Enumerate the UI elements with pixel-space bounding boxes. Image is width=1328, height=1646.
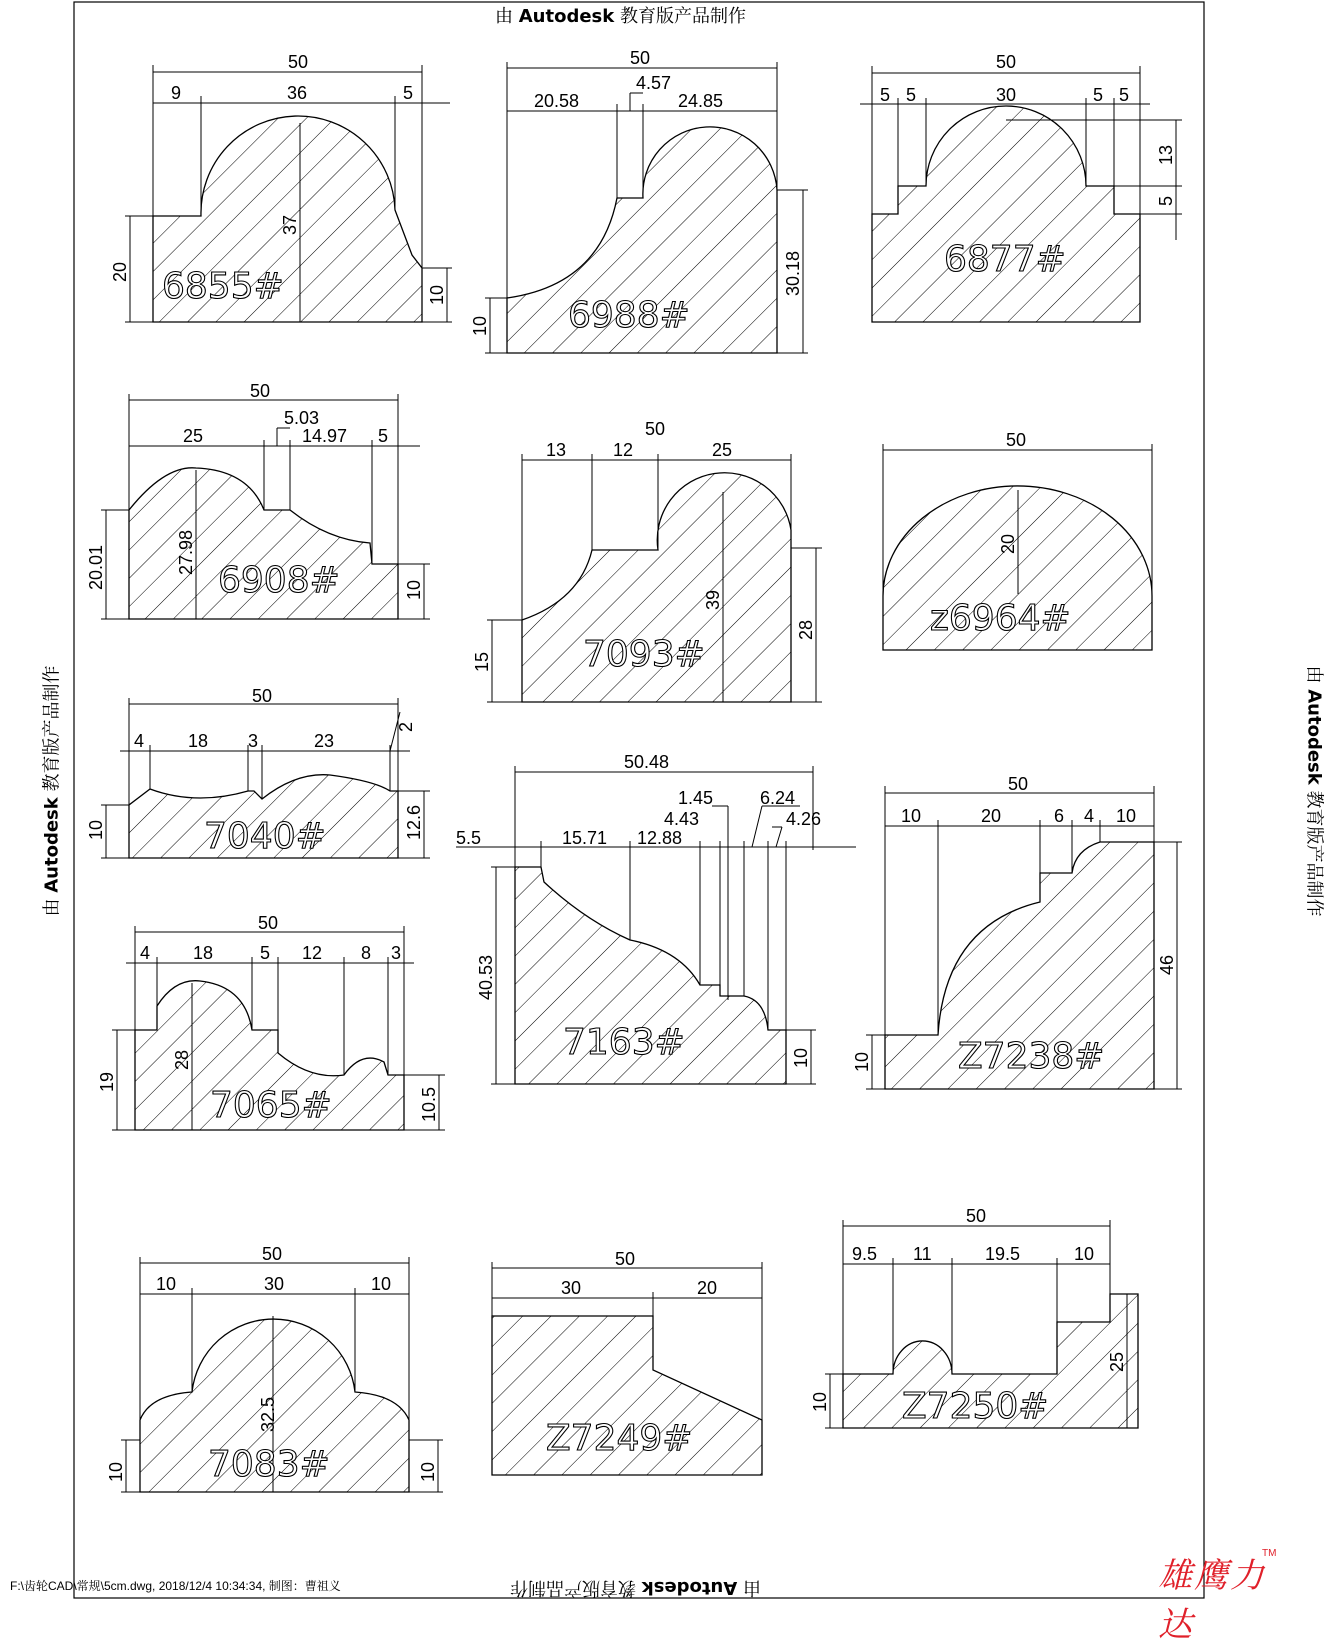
dim-text: 50 — [645, 419, 666, 439]
dim-text: 36 — [287, 83, 308, 103]
file-path-footer: F:\齿轮CAD\常规\5cm.dwg, 2018/12/4 10:34:34, 制图：曹祖义 — [10, 1579, 341, 1593]
dim-text: 2 — [396, 721, 416, 732]
profile-shape — [872, 106, 1140, 322]
profile-6908 — [86, 381, 430, 619]
dim-text: 5 — [880, 85, 891, 105]
dim-text: 50 — [996, 52, 1017, 72]
dim-text: 39 — [703, 589, 723, 610]
dim-text: 13 — [546, 440, 567, 460]
dim-text: 30 — [264, 1274, 285, 1294]
dim-text: 20 — [981, 806, 1002, 826]
dim-text: 12 — [613, 440, 634, 460]
dim-text: 5.5 — [456, 828, 482, 848]
dim-text: 50 — [252, 686, 273, 706]
dim-text: 1.45 — [678, 788, 714, 808]
dim-text: 10 — [810, 1391, 830, 1412]
dim-text: 3 — [248, 731, 259, 751]
dim-text: 50 — [262, 1244, 283, 1264]
profile-z6964 — [883, 430, 1152, 650]
dim-text: 20 — [998, 533, 1018, 554]
profile-label: 7040# — [204, 816, 326, 857]
dim-text: 5 — [906, 85, 917, 105]
dim-text: 28 — [796, 619, 816, 640]
dim-text: 8 — [361, 943, 372, 963]
dim-text: 19 — [97, 1071, 117, 1092]
dim-text: 4.26 — [786, 809, 822, 829]
dim-text: 40.53 — [476, 954, 496, 1000]
dim-text: 50 — [258, 913, 279, 933]
dim-text: 50 — [1006, 430, 1027, 450]
dim-text: 14.97 — [302, 426, 348, 446]
dim-text: 32.5 — [258, 1396, 278, 1432]
dim-text: 50 — [250, 381, 271, 401]
dim-text: 11 — [913, 1244, 932, 1264]
profile-label: Z7249# — [546, 1418, 693, 1459]
profile-label: 7083# — [208, 1444, 330, 1485]
dim-text: 4.57 — [636, 73, 672, 93]
profile-label: 7065# — [210, 1085, 332, 1126]
dim-text: 24.85 — [678, 91, 724, 111]
dim-text: 10 — [371, 1274, 392, 1294]
dim-text: 3 — [391, 943, 402, 963]
brand-trademark: TM — [1262, 1548, 1277, 1559]
profile-7083 — [106, 1244, 443, 1492]
dim-text: 4.43 — [664, 809, 700, 829]
dim-text: 50 — [966, 1206, 987, 1226]
dim-text: 46 — [1157, 954, 1177, 975]
dim-text: 4 — [134, 731, 145, 751]
dim-text: 10 — [404, 579, 424, 600]
dim-text: 4 — [1084, 806, 1095, 826]
profile-label: Z7238# — [958, 1036, 1105, 1077]
dim-text: 30 — [561, 1278, 582, 1298]
dim-text: 10 — [901, 806, 922, 826]
dim-text: 4 — [140, 943, 151, 963]
dim-text: 18 — [193, 943, 214, 963]
profile-label: 6988# — [568, 295, 690, 336]
profile-label: 6855# — [162, 266, 284, 307]
dim-text: 12.6 — [404, 804, 424, 840]
profile-7093 — [472, 419, 822, 702]
dim-text: 15 — [472, 651, 492, 672]
dim-text: 23 — [314, 731, 335, 751]
dim-text: 50.48 — [624, 752, 670, 772]
dim-text: 5 — [260, 943, 271, 963]
dim-text: 28 — [172, 1049, 192, 1070]
dim-text: 20 — [697, 1278, 718, 1298]
dim-text: 10 — [86, 819, 106, 840]
dim-text: 20 — [110, 261, 130, 282]
profile-6855 — [110, 52, 452, 322]
dim-text: 10.5 — [419, 1086, 439, 1122]
dim-text: 50 — [630, 48, 651, 68]
dim-text: 6.24 — [760, 788, 796, 808]
dim-text: 9.5 — [852, 1244, 878, 1264]
dim-text: 50 — [615, 1249, 636, 1269]
profile-label: 7163# — [563, 1022, 685, 1063]
profile-7065 — [97, 913, 445, 1130]
dim-text: 5 — [1119, 85, 1130, 105]
dim-text: 10 — [106, 1461, 126, 1482]
dim-text: 19.5 — [985, 1244, 1021, 1264]
dim-text: 10 — [470, 315, 490, 336]
dim-text: 6 — [1054, 806, 1065, 826]
profile-Z7250 — [810, 1206, 1138, 1428]
dim-text: 5 — [1093, 85, 1104, 105]
dim-text: 20.01 — [86, 544, 106, 590]
dim-text: 20.58 — [534, 91, 580, 111]
watermark-bottom: 由 Autodesk 教育版产品制作 — [510, 1577, 761, 1598]
dim-text: 37 — [280, 214, 300, 235]
dim-text: 10 — [427, 284, 447, 305]
dim-text: 10 — [852, 1051, 872, 1072]
dim-text: 27.98 — [176, 529, 196, 575]
profile-6877 — [860, 52, 1182, 322]
brand-logo: 雄鹰力达 — [1158, 1556, 1266, 1645]
profile-7163 — [456, 752, 856, 1084]
dim-text: 9 — [171, 83, 182, 103]
profile-label: 6908# — [218, 560, 340, 601]
dim-text: 13 — [1156, 144, 1176, 165]
profile-label: z6964# — [930, 598, 1071, 639]
profile-Z7238 — [852, 774, 1182, 1089]
dim-text: 5 — [403, 83, 414, 103]
dim-text: 12.88 — [637, 828, 683, 848]
dim-text: 15.71 — [562, 828, 608, 848]
profile-label: Z7250# — [902, 1386, 1049, 1427]
dim-text: 10 — [1116, 806, 1137, 826]
profile-7040 — [86, 686, 430, 858]
watermark-right: 由 Autodesk 教育版产品制作 — [1303, 665, 1325, 917]
watermark-top: 由 Autodesk 教育版产品制作 — [495, 6, 746, 27]
profile-label: 6877# — [944, 239, 1066, 280]
dim-text: 50 — [1008, 774, 1029, 794]
dim-text: 5 — [1156, 195, 1176, 206]
profile-Z7249 — [492, 1249, 762, 1475]
dim-text: 30.18 — [783, 250, 803, 296]
dim-text: 10 — [418, 1461, 438, 1482]
dim-text: 5.03 — [284, 408, 320, 428]
dim-text: 30 — [996, 85, 1017, 105]
dim-text: 12 — [302, 943, 323, 963]
watermark-left: 由 Autodesk 教育版产品制作 — [41, 665, 63, 917]
profile-label: 7093# — [583, 634, 705, 675]
dim-text: 25 — [712, 440, 733, 460]
profile-6988 — [470, 48, 808, 353]
dim-text: 25 — [183, 426, 204, 446]
dim-text: 50 — [288, 52, 309, 72]
dim-text: 10 — [1074, 1244, 1095, 1264]
dim-text: 5 — [378, 426, 389, 446]
dim-text: 10 — [791, 1047, 811, 1068]
dim-text: 25 — [1107, 1351, 1127, 1372]
dim-text: 18 — [188, 731, 209, 751]
dim-text: 10 — [156, 1274, 177, 1294]
